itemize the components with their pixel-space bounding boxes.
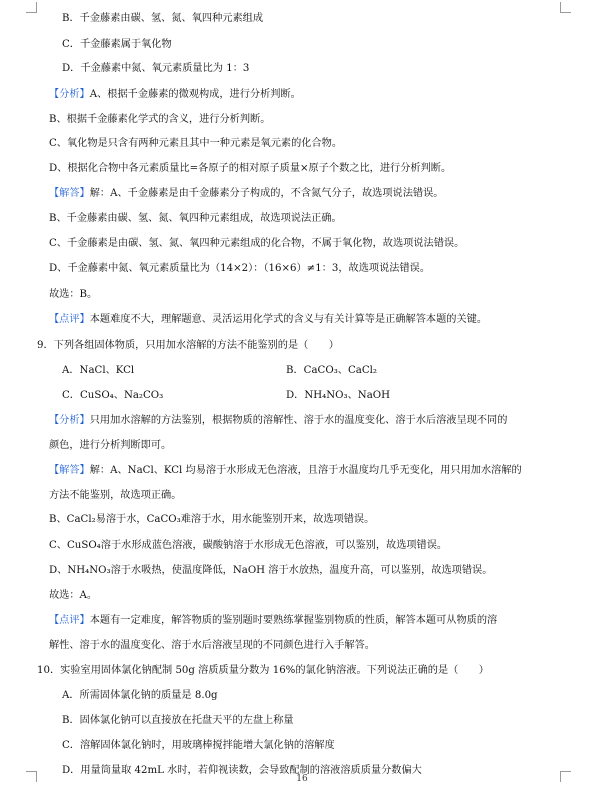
line-text: D．千金藤素中氮、氧元素质量比为 1：3 xyxy=(62,63,250,74)
text-line xyxy=(49,564,492,578)
line-text: D．用量筒量取 42mL 水时，若仰视读数，会导致配制的溶液溶质质量分数偏大 xyxy=(62,765,422,776)
text-line xyxy=(49,162,451,176)
crop-mark-top-left xyxy=(26,2,37,13)
line-text: 解性、溶于水的温度变化、溶于水后溶液呈现的不同颜色进行入手解答。 xyxy=(49,640,375,651)
text-line xyxy=(49,539,447,553)
text-line xyxy=(37,339,339,353)
line-text: D、千金藤素中氮、氧元素质量比为（14×2）：（16×6）≠1：3，故选项说法错误。 xyxy=(49,263,431,274)
line-text: 9．下列各组固体物质，只用加水溶解的方法不能鉴别的是（ ） xyxy=(37,340,339,351)
text-line xyxy=(37,664,489,678)
text-line xyxy=(49,313,487,327)
section-tag: 【点评】 xyxy=(49,314,90,325)
line-text: 故选：A。 xyxy=(49,590,98,601)
line-text: C．千金藤素属于氧化物 xyxy=(62,39,172,50)
text-line xyxy=(49,639,375,653)
line-text: A、根据千金藤素的微观构成，进行分析判断。 xyxy=(89,89,301,100)
text-line xyxy=(62,764,422,778)
line-text: B、CaCl₂易溶于水，CaCO₃难溶于水，用水能鉴别开来，故选项错误。 xyxy=(49,514,375,525)
section-tag: 【解答】 xyxy=(49,465,90,476)
text-line xyxy=(49,614,497,628)
line-text: 故选：B。 xyxy=(49,289,98,300)
line-text: A．NaCl、KCl xyxy=(62,365,135,376)
text-line xyxy=(49,187,443,201)
line-text: 只用加水溶解的方法鉴别，根据物质的溶解性、溶于水的温度变化、溶于水后溶液呈现不同的 xyxy=(89,415,508,426)
line-text: A．所需固体氯化钠的质量是 8.0g xyxy=(62,690,218,701)
text-line xyxy=(49,513,374,527)
text-line xyxy=(49,113,270,127)
line-text: B．固体氯化钠可以直接放在托盘天平的左盘上称量 xyxy=(62,715,294,726)
line-text: 解：A、千金藤素是由千金藤素分子构成的，不含氮气分子，故选项说法错误。 xyxy=(89,188,444,199)
section-tag: 【点评】 xyxy=(49,615,90,626)
page-number: 16 xyxy=(296,774,308,784)
text-line xyxy=(49,212,342,226)
line-text: C．溶解固体氯化钠时，用玻璃棒搅拌能增大氯化钠的溶解度 xyxy=(62,740,335,751)
text-line xyxy=(49,464,522,478)
option-second-column: B．CaCO₃、CaCl₂ xyxy=(286,365,377,376)
line-text: 颜色，进行分析判断即可。 xyxy=(49,440,172,451)
text-line xyxy=(49,88,301,102)
text-line xyxy=(62,689,218,703)
line-text: D、根据化合物中各元素质量比=各原子的相对原子质量×原子个数之比，进行分析判断。 xyxy=(49,163,452,174)
text-line xyxy=(49,288,97,302)
line-text: B．千金藤素由碳、氢、氮、氧四种元素组成 xyxy=(62,13,264,24)
text-line xyxy=(49,414,507,428)
line-text: B、根据千金藤素化学式的含义，进行分析判断。 xyxy=(49,114,271,125)
line-text: D、NH₄NO₃溶于水吸热，使温度降低，NaOH 溶于水放热，温度升高，可以鉴别，故选项错误。 xyxy=(49,565,493,576)
section-tag: 【解答】 xyxy=(49,188,90,199)
text-line xyxy=(49,262,430,276)
text-line xyxy=(62,389,163,403)
crop-mark-bottom-right xyxy=(560,771,571,782)
line-text: C、CuSO₄溶于水形成蓝色溶液，碳酸钠溶于水形成无色溶液，可以鉴别，故选项错误。 xyxy=(49,540,448,551)
text-line xyxy=(62,62,249,76)
line-text: 方法不能鉴别，故选项正确。 xyxy=(49,490,182,501)
line-text: C、千金藤素是由碳、氢、氮、氧四种元素组成的化合物，不属于氧化物，故选项说法错误。 xyxy=(49,238,465,249)
line-text: B、千金藤素由碳、氢、氮、氧四种元素组成，故选项说法正确。 xyxy=(49,213,342,224)
line-text: 10．实验室用固体氯化钠配制 50g 溶质质量分数为 16%的氯化钠溶液。下列说法正确的是（ ） xyxy=(37,665,489,676)
option-second-column: D．NH₄NO₃、NaOH xyxy=(286,390,390,401)
text-line xyxy=(49,137,342,151)
section-tag: 【分析】 xyxy=(49,415,90,426)
text-line xyxy=(62,714,294,728)
line-text: C．CuSO₄、Na₂CO₃ xyxy=(62,390,164,401)
text-line xyxy=(62,12,263,26)
text-line xyxy=(62,38,172,52)
text-line xyxy=(49,589,97,603)
line-text: 解：A、NaCl、KCl 均易溶于水形成无色溶液，且溶于水温度均几乎无变化，用只用加水溶解的 xyxy=(89,465,522,476)
line-text: C、氧化物是只含有两种元素且其中一种元素是氧元素的化合物。 xyxy=(49,138,343,149)
text-line xyxy=(49,489,181,503)
crop-mark-top-right xyxy=(560,2,571,13)
text-line xyxy=(49,237,464,251)
section-tag: 【分析】 xyxy=(49,89,90,100)
crop-mark-bottom-left xyxy=(26,771,37,782)
line-text: 本题难度不大，理解题意、灵活运用化学式的含义与有关计算等是正确解答本题的关键。 xyxy=(89,314,488,325)
text-line xyxy=(62,739,335,753)
text-line xyxy=(62,364,134,378)
line-text: 本题有一定难度，解答物质的鉴别题时要熟练掌握鉴别物质的性质，解答本题可从物质的溶 xyxy=(89,615,498,626)
text-line xyxy=(49,439,171,453)
